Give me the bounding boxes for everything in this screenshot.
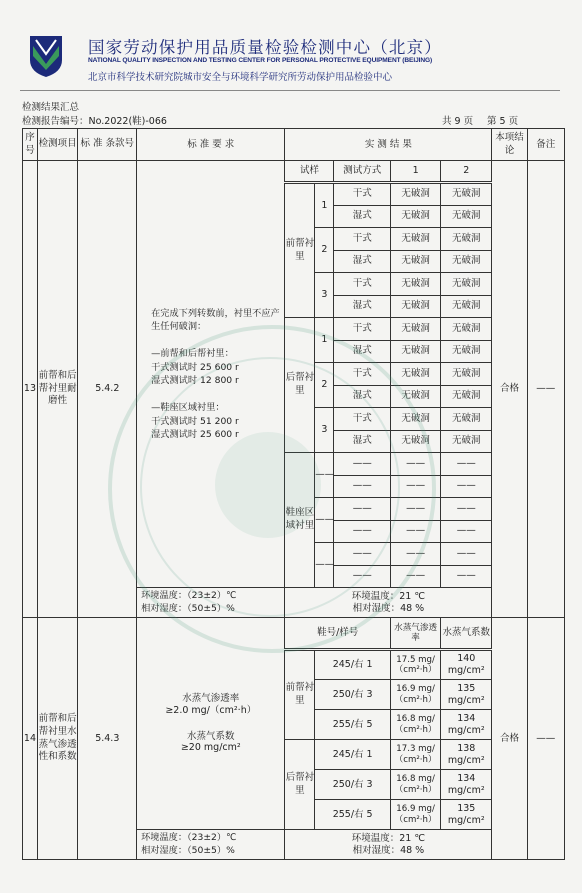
row14-env-actual (285, 830, 492, 860)
dash-cell: —— (391, 498, 441, 521)
dash-cell: —— (334, 520, 391, 543)
result-cell: 无破洞 (391, 183, 441, 206)
header-title: 国家劳动保护用品质量检验检测中心（北京） (88, 38, 442, 57)
col-size: 鞋号/样号 (285, 618, 391, 650)
header-subtitle: 北京市科学技术研究院城市安全与环境科学研究所劳动保护用品检验中心 (88, 72, 393, 83)
dash-cell: —— (391, 453, 441, 476)
result-cell: 无破洞 (391, 295, 441, 318)
req-front-back: —前帮和后帮衬里： (151, 348, 234, 360)
col-1: 1 (391, 161, 441, 183)
dash-cell: —— (391, 565, 441, 588)
header-no: 序号 (23, 129, 38, 161)
dash-cell: —— (441, 565, 492, 588)
row14-conclusion: 合格 (492, 618, 527, 860)
result-cell: 无破洞 (391, 318, 441, 341)
env-humidity-standard: 相对湿度：（50±5）% (141, 602, 235, 614)
method-wet: 湿式 (334, 205, 391, 228)
coefficient-cell: 134 mg/cm² (441, 770, 492, 800)
label-back-lining-14: 后帮衬里 (285, 740, 315, 830)
summary-label: 检测结果汇总 (22, 102, 80, 113)
row13-requirement (137, 161, 285, 588)
row14-no: 14 (23, 618, 38, 860)
dash-cell: —— (441, 498, 492, 521)
permeability-cell: 16.8 mg/（cm²·h） (391, 770, 441, 800)
env-temp-actual: 环境温度：21 ℃ (351, 590, 426, 602)
dash-cell: —— (391, 520, 441, 543)
coefficient-cell: 138 mg/cm² (441, 740, 492, 770)
col-sample: 试样 (285, 161, 334, 183)
coefficient-cell: 135 mg/cm² (441, 800, 492, 830)
method-wet: 湿式 (334, 250, 391, 273)
row13-conclusion: 合格 (492, 161, 527, 618)
result-cell: 无破洞 (441, 295, 492, 318)
permeability-cell: 16.8 mg/（cm²·h） (391, 710, 441, 740)
method-wet: 湿式 (334, 385, 391, 408)
result-cell: 无破洞 (391, 205, 441, 228)
req-dry-1: 干式测试时 25 600 r (151, 361, 239, 373)
sample-num: 2 (315, 228, 334, 273)
dash-cell: —— (315, 498, 334, 543)
col-coefficient: 水蒸气系数 (441, 618, 492, 650)
col-permeability: 水蒸气渗透率 (391, 618, 441, 650)
req-intro: 在完成下列转数前，衬里不应产生任何破洞： (151, 307, 280, 332)
method-dry: 干式 (334, 228, 391, 251)
result-cell: 无破洞 (441, 363, 492, 386)
result-cell: 无破洞 (391, 430, 441, 453)
header-clause: 标 准 条款号 (78, 129, 137, 161)
row13-item: 前帮和后帮衬里耐磨性 (37, 161, 78, 618)
req-coefficient-value: ≥20 mg/cm² (180, 742, 241, 754)
req-dry-2: 干式测试时 51 200 r (151, 415, 239, 427)
env-temp-standard: 环境温度：（23±2）℃ (141, 832, 237, 844)
req-wet-2: 湿式测试时 25 600 r (151, 429, 239, 441)
total-pages: 共 9 页 (442, 116, 474, 127)
row14-clause: 5.4.3 (78, 618, 137, 860)
coefficient-cell: 135 mg/cm² (441, 680, 492, 710)
method-dry: 干式 (334, 363, 391, 386)
dash-cell: —— (441, 453, 492, 476)
result-cell: 无破洞 (441, 318, 492, 341)
report-number: 检测报告编号：No.2022(鞋)-066 (22, 116, 167, 127)
dash-cell: —— (334, 565, 391, 588)
env-temp-actual: 环境温度：21 ℃ (351, 832, 426, 844)
result-cell: 无破洞 (391, 273, 441, 296)
method-wet: 湿式 (334, 295, 391, 318)
dash-cell: —— (334, 498, 391, 521)
row14-item: 前帮和后帮衬里水蒸气渗透性和系数 (37, 618, 78, 860)
page-number: 第 5 页 (487, 116, 519, 127)
permeability-cell: 16.9 mg/（cm²·h） (391, 800, 441, 830)
result-cell: 无破洞 (391, 363, 441, 386)
req-permeability: 水蒸气渗透率 (182, 692, 240, 704)
size-cell: 255/右 5 (315, 710, 391, 740)
result-cell: 无破洞 (441, 340, 492, 363)
center-logo-icon (28, 34, 64, 78)
dash-cell: —— (315, 543, 334, 588)
header-english: NATIONAL QUALITY INSPECTION AND TESTING CENTER FOR PERSONAL PROTECTIVE EQUIPMENT (BEIJING) (88, 57, 433, 64)
dash-cell: —— (441, 475, 492, 498)
label-front-lining-14: 前帮衬里 (285, 650, 315, 740)
row14-requirement (137, 618, 285, 830)
result-cell: 无破洞 (441, 250, 492, 273)
header-rule (20, 90, 560, 91)
dash-cell: —— (441, 543, 492, 566)
row13-clause: 5.4.2 (78, 161, 137, 618)
header-remark: 备注 (527, 129, 564, 161)
req-permeability-value: ≥2.0 mg/（cm²·h） (165, 704, 257, 716)
req-seat: —鞋座区域衬里： (151, 402, 225, 414)
dash-cell: —— (334, 475, 391, 498)
size-cell: 245/右 1 (315, 650, 391, 680)
row13-remark: —— (527, 161, 564, 618)
results-table (22, 128, 565, 860)
result-cell: 无破洞 (441, 228, 492, 251)
size-cell: 245/右 1 (315, 740, 391, 770)
dash-cell: —— (334, 453, 391, 476)
coefficient-cell: 134 mg/cm² (441, 710, 492, 740)
result-cell: 无破洞 (441, 205, 492, 228)
label-front-lining: 前帮衬里 (285, 183, 315, 318)
label-back-lining: 后帮衬里 (285, 318, 315, 453)
permeability-cell: 17.3 mg/（cm²·h） (391, 740, 441, 770)
result-cell: 无破洞 (441, 385, 492, 408)
row13-env-standard (137, 588, 285, 618)
size-cell: 250/右 3 (315, 680, 391, 710)
sample-num: 3 (315, 408, 334, 453)
label-seat-lining: 鞋座区域衬里 (285, 453, 315, 588)
dash-cell: —— (391, 475, 441, 498)
row13-env-actual (285, 588, 492, 618)
method-dry: 干式 (334, 273, 391, 296)
env-humidity-standard: 相对湿度：（50±5）% (141, 844, 235, 856)
header-conclusion: 本项结论 (492, 129, 527, 161)
method-dry: 干式 (334, 408, 391, 431)
env-humidity-actual: 相对湿度：48 % (352, 844, 425, 856)
header-requirement: 标 准 要 求 (137, 129, 285, 161)
result-cell: 无破洞 (391, 228, 441, 251)
row13-no: 13 (23, 161, 38, 618)
sample-num: 1 (315, 318, 334, 363)
size-cell: 255/右 5 (315, 800, 391, 830)
dash-cell: —— (391, 543, 441, 566)
row14-remark: —— (527, 618, 564, 860)
dash-cell: —— (334, 543, 391, 566)
permeability-cell: 16.9 mg/（cm²·h） (391, 680, 441, 710)
result-cell: 无破洞 (441, 408, 492, 431)
col-method: 测试方式 (334, 161, 391, 183)
method-dry: 干式 (334, 183, 391, 206)
permeability-cell: 17.5 mg/（cm²·h） (391, 650, 441, 680)
result-cell: 无破洞 (391, 385, 441, 408)
req-wet-1: 湿式测试时 12 800 r (151, 375, 239, 386)
result-cell: 无破洞 (441, 183, 492, 206)
col-2: 2 (441, 161, 492, 183)
header-item: 检测项目 (37, 129, 78, 161)
env-humidity-actual: 相对湿度：48 % (352, 602, 425, 614)
size-cell: 250/右 3 (315, 770, 391, 800)
result-cell: 无破洞 (441, 273, 492, 296)
report-header (20, 30, 565, 94)
result-cell: 无破洞 (391, 250, 441, 273)
sample-num: 1 (315, 183, 334, 228)
result-cell: 无破洞 (441, 430, 492, 453)
sample-num: 2 (315, 363, 334, 408)
method-wet: 湿式 (334, 430, 391, 453)
sample-num: 3 (315, 273, 334, 318)
req-coefficient: 水蒸气系数 (187, 730, 235, 742)
env-temp-standard: 环境温度：（23±2）℃ (141, 590, 237, 602)
row14-env-standard (137, 830, 285, 860)
method-dry: 干式 (334, 318, 391, 341)
result-cell: 无破洞 (391, 408, 441, 431)
method-wet: 湿式 (334, 340, 391, 363)
dash-cell: —— (441, 520, 492, 543)
dash-cell: —— (315, 453, 334, 498)
result-cell: 无破洞 (391, 340, 441, 363)
coefficient-cell: 140 mg/cm² (441, 650, 492, 680)
header-results: 实 测 结 果 (285, 129, 492, 161)
